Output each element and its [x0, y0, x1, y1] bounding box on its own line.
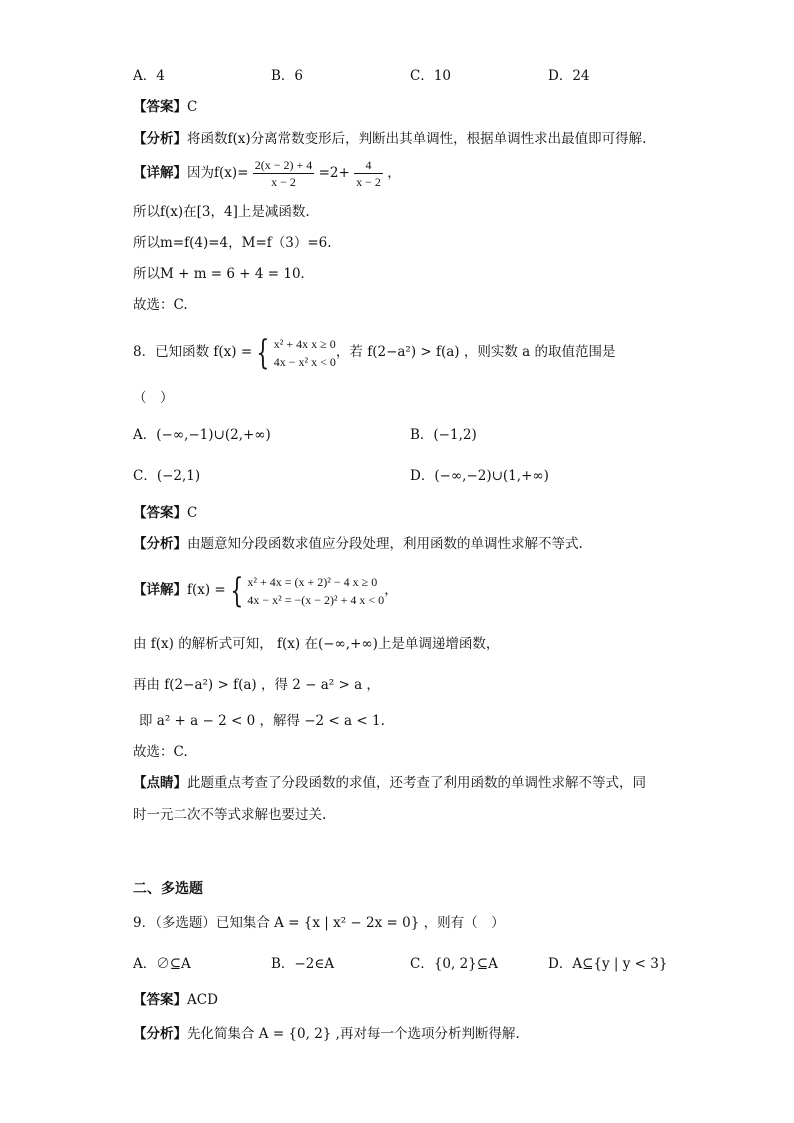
answer-value: C [187, 505, 198, 521]
q9-option-a: A．∅⊆A [133, 956, 191, 972]
answer-value: C [187, 99, 198, 115]
answer-tag: 【答案】 [133, 992, 187, 1008]
analysis-tag: 【分析】 [133, 1026, 187, 1042]
q8-stem [133, 334, 616, 371]
left-brace-icon: { [256, 332, 270, 373]
q8-option-d: D．(−∞,−2)∪(1,+∞) [410, 468, 549, 484]
q8-stem-prefix: 8．已知函数 f(x) = [133, 344, 253, 360]
q8-comment-2: 时一元二次不等式求解也要过关. [133, 807, 327, 823]
q9-option-d: D．A⊆{y | y < 3} [548, 956, 668, 972]
detail-suffix: ， [387, 165, 401, 181]
q8-comment [133, 773, 646, 793]
q7-analysis [133, 129, 646, 149]
fraction-2: $\frac{4}{x - 2}$ [356, 158, 381, 189]
q7-line3: 所以m=f(4)=4，M=f（3）=6. [133, 235, 332, 251]
detail-mid: =2+ [318, 165, 350, 181]
q7-line4: 所以M + m = 6 + 4 = 10． [133, 266, 315, 282]
q8-detail-cases: x² + 4x = (x + 2)² − 4 x ≥ 0 4x − x² = −(x − 2)² + 4 x < 0 [247, 574, 385, 607]
detail-prefix: f(x) = [187, 582, 226, 598]
analysis-text: 将函数f(x)分离常数变形后，判断出其单调性，根据单调性求出最值即可得解. [187, 131, 647, 147]
q7-line2: 所以f(x)在[3，4]上是减函数. [133, 204, 310, 220]
q8-answer [133, 503, 197, 523]
q8-option-a: A．(−∞,−1)∪(2,+∞) [133, 427, 271, 443]
q8-option-c: C．(−2,1) [133, 468, 201, 484]
q9-option-b: B．−2∈A [271, 956, 335, 972]
q7-choose: 故选：C. [133, 297, 188, 313]
comment-tag: 【点睛】 [133, 775, 187, 791]
q7-option-a: A．4 [133, 68, 165, 84]
q8-line2: 由 f(x) 的解析式可知， f(x) 在(−∞,+∞)上是单调递增函数， [133, 636, 500, 652]
q9-option-c: C．{0, 2}⊆A [410, 956, 498, 972]
detail-tag: 【详解】 [133, 582, 187, 598]
answer-tag: 【答案】 [133, 99, 187, 115]
left-brace-icon: { [230, 570, 244, 611]
q7-option-b: B．6 [271, 68, 304, 84]
q9-stem: 9．（多选题）已知集合 A = {x | x² − 2x = 0} ，则有（ ） [133, 915, 505, 931]
q8-option-b: B．(−1,2) [410, 427, 477, 443]
q7-option-d: D．24 [548, 68, 590, 84]
detail-prefix: 因为f(x)= [187, 165, 249, 181]
analysis-text: 先化简集合 A = {0, 2} ,再对每一个选项分析判断得解. [187, 1026, 520, 1042]
q7-answer [133, 97, 197, 117]
answer-tag: 【答案】 [133, 505, 187, 521]
q8-analysis [133, 534, 583, 554]
fraction-1: $\frac{2(x - 2) + 4}{x - 2}$ [254, 158, 313, 189]
q7-option-c: C．10 [410, 68, 452, 84]
q7-detail [133, 156, 401, 190]
analysis-tag: 【分析】 [133, 131, 187, 147]
q8-detail [133, 571, 398, 609]
q8-stem-suffix: ，若 f(2−a²) > f(a) ，则实数 a 的取值范围是 [335, 344, 616, 360]
detail-tag: 【详解】 [133, 165, 187, 181]
comment-text-1: 此题重点考查了分段函数的求值，还考查了利用函数的单调性求解不等式，同 [187, 775, 646, 791]
q9-answer [133, 990, 218, 1010]
analysis-text: 由题意知分段函数求值应分段处理，利用函数的单调性求解不等式. [187, 536, 583, 552]
answer-value: ACD [187, 992, 218, 1008]
q8-cases: x² + 4x x ≥ 0 4x − x² x < 0 [273, 336, 336, 369]
analysis-tag: 【分析】 [133, 536, 187, 552]
q8-line4: 即 a² + a − 2 < 0 ，解得 −2 < a < 1. [139, 713, 385, 729]
section-heading: 二、多选题 [133, 881, 203, 897]
q8-choose: 故选：C. [133, 744, 188, 760]
detail-suffix: ， [384, 582, 398, 598]
q8-line3: 再由 f(2−a²) > f(a) ，得 2 − a² > a ， [133, 677, 380, 693]
q8-paren: （ ） [133, 390, 174, 406]
q9-analysis [133, 1024, 520, 1044]
